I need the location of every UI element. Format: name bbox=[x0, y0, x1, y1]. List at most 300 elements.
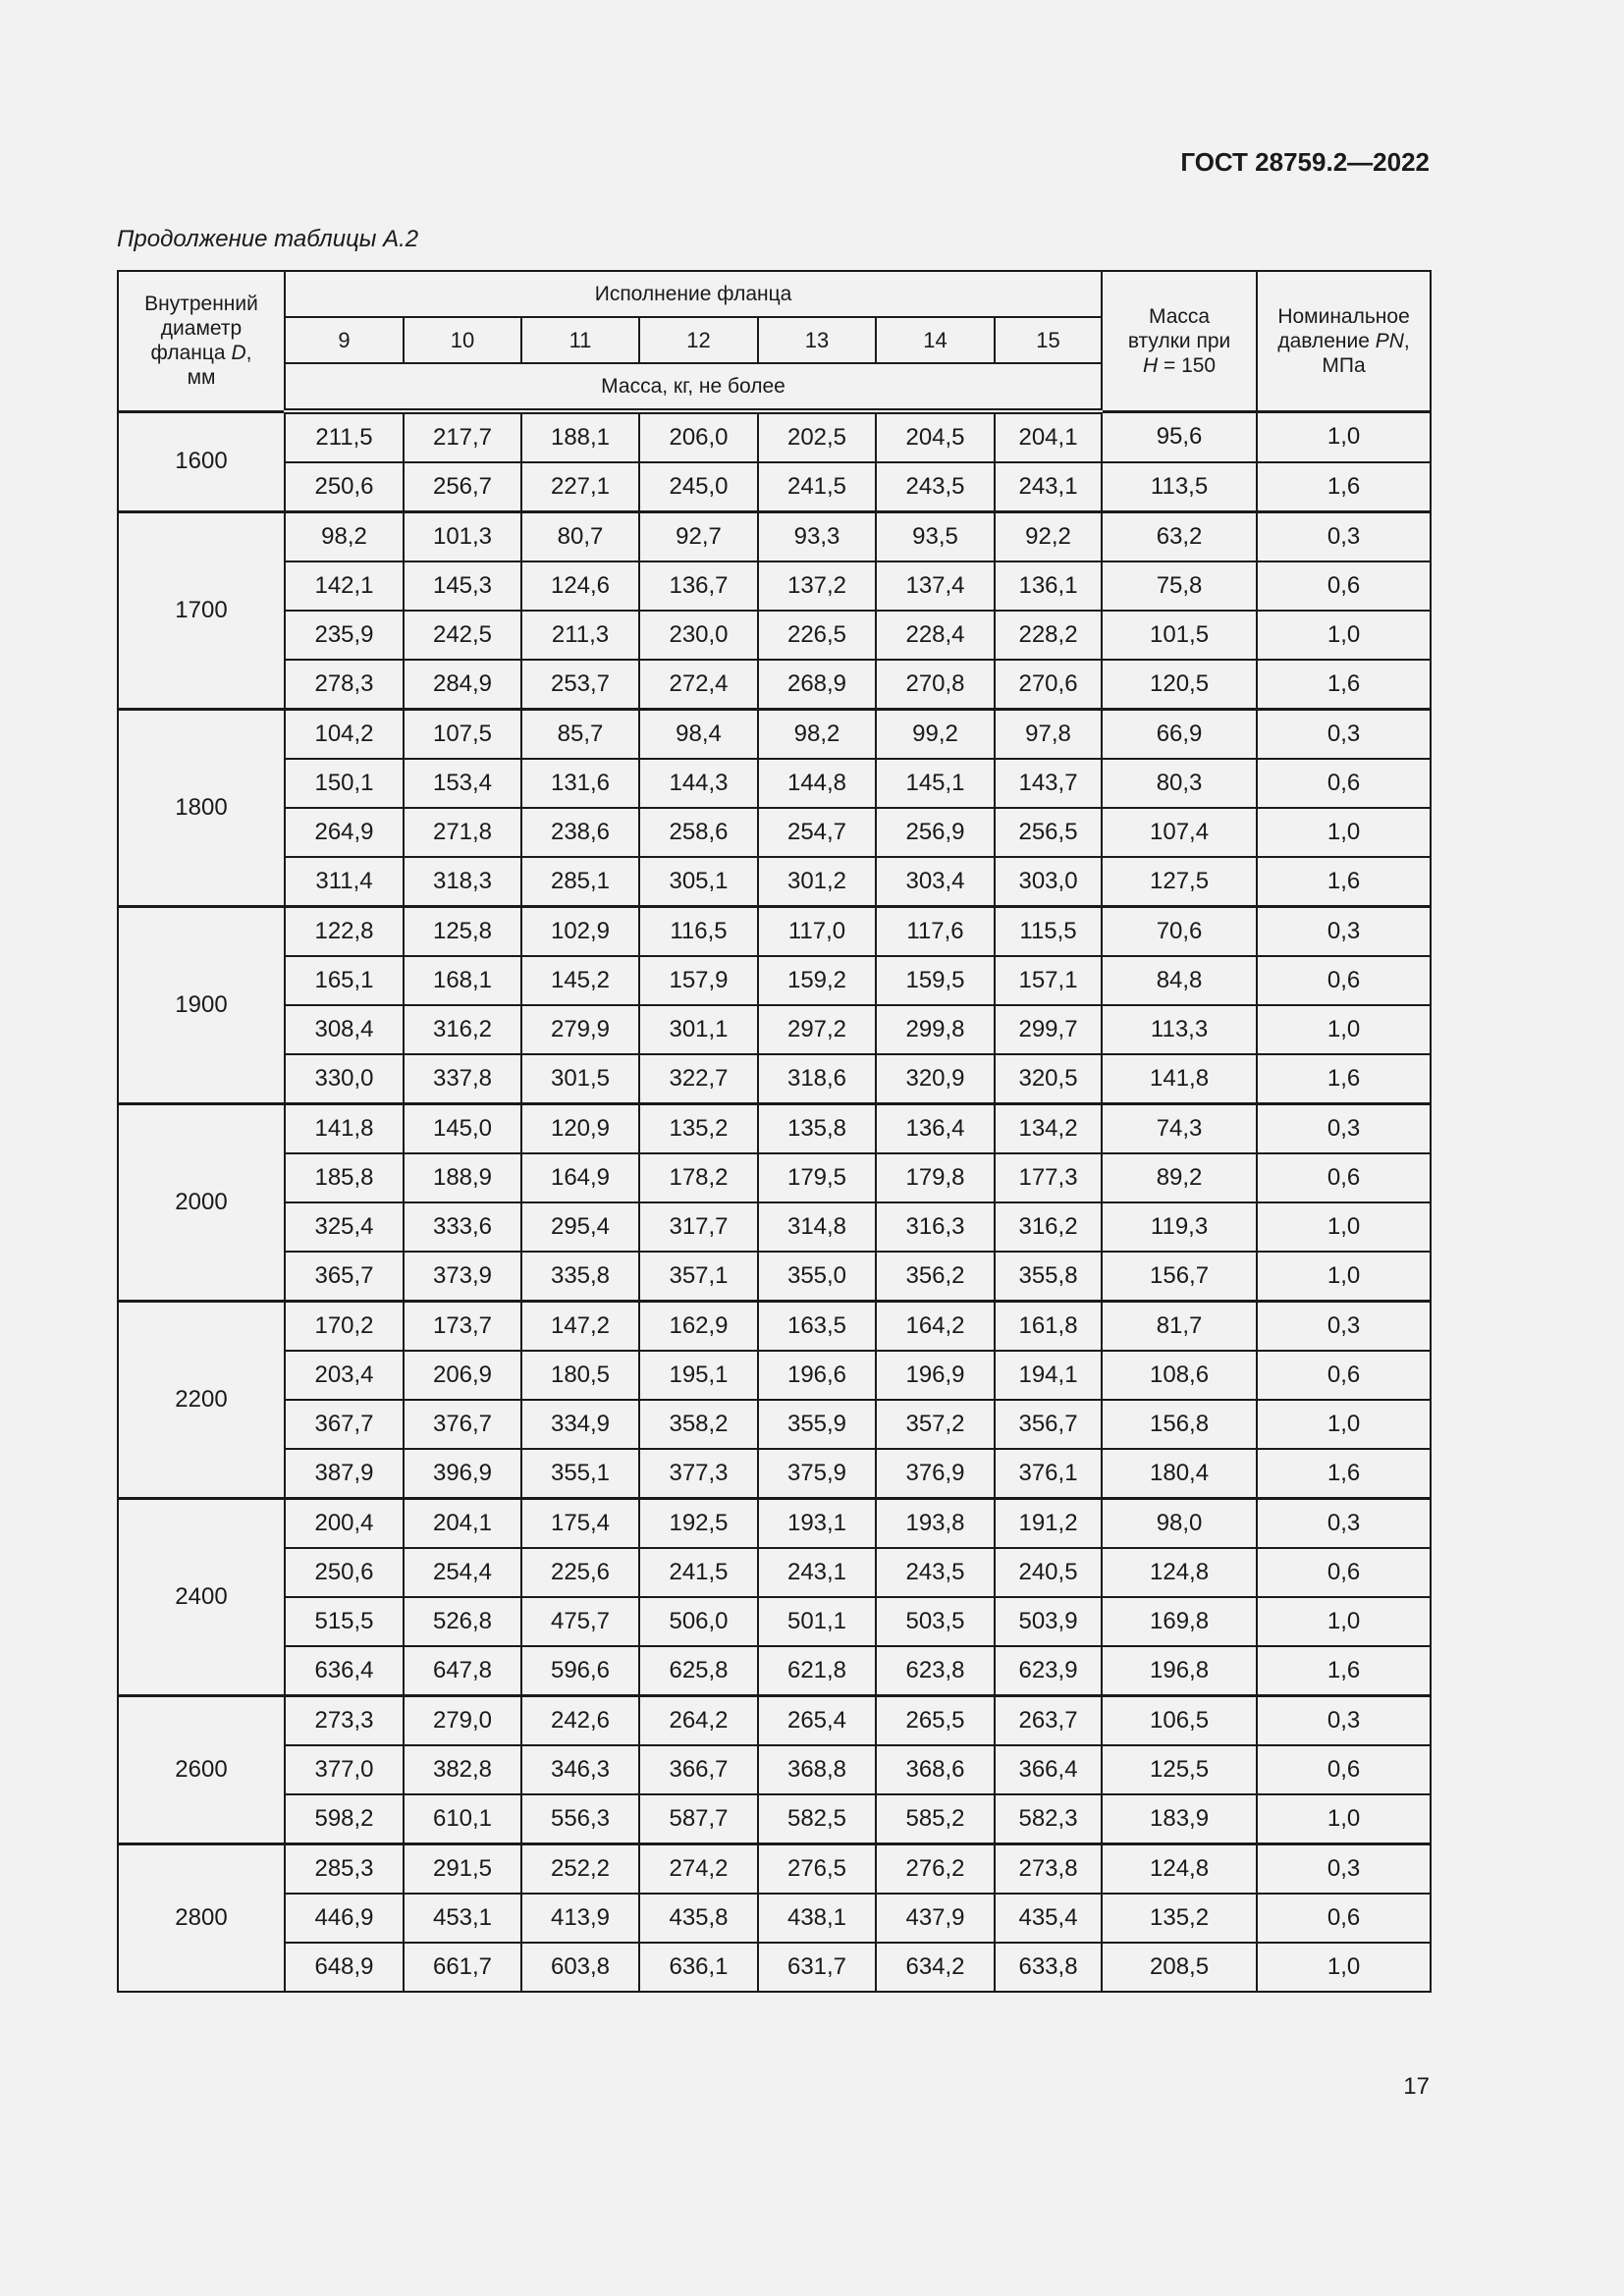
mass-cell: 387,9 bbox=[285, 1449, 404, 1499]
table-row bbox=[118, 808, 1431, 857]
table-row bbox=[118, 1646, 1431, 1696]
mass-cell: 279,0 bbox=[404, 1696, 521, 1746]
mass-cell: 228,4 bbox=[876, 611, 995, 660]
mass-cell: 317,7 bbox=[639, 1202, 758, 1252]
pressure-cell: 1,0 bbox=[1257, 611, 1431, 660]
mass-cell: 204,1 bbox=[995, 411, 1102, 462]
mass-cell: 245,0 bbox=[639, 462, 758, 512]
mass-cell: 256,5 bbox=[995, 808, 1102, 857]
flange-mass-table bbox=[117, 270, 1432, 1993]
hub-mass-cell: 63,2 bbox=[1102, 512, 1257, 562]
hub-mass-cell: 119,3 bbox=[1102, 1202, 1257, 1252]
hub-mass-cell: 84,8 bbox=[1102, 956, 1257, 1005]
mass-cell: 193,1 bbox=[758, 1499, 876, 1549]
header-version-12: 12 bbox=[639, 317, 758, 363]
mass-cell: 633,8 bbox=[995, 1943, 1102, 1992]
mass-cell: 157,1 bbox=[995, 956, 1102, 1005]
document-code: ГОСТ 28759.2—2022 bbox=[1180, 147, 1430, 177]
page-number: 17 bbox=[1403, 2073, 1430, 2100]
hub-mass-cell: 98,0 bbox=[1102, 1499, 1257, 1549]
mass-cell: 217,7 bbox=[404, 411, 521, 462]
pressure-cell: 0,3 bbox=[1257, 710, 1431, 760]
mass-cell: 243,5 bbox=[876, 462, 995, 512]
table-row bbox=[118, 759, 1431, 808]
pressure-cell: 0,3 bbox=[1257, 1844, 1431, 1895]
mass-cell: 252,2 bbox=[521, 1844, 639, 1895]
mass-cell: 98,4 bbox=[639, 710, 758, 760]
mass-cell: 276,5 bbox=[758, 1844, 876, 1895]
mass-cell: 200,4 bbox=[285, 1499, 404, 1549]
pressure-cell: 0,6 bbox=[1257, 759, 1431, 808]
mass-cell: 295,4 bbox=[521, 1202, 639, 1252]
header-flange-version: Исполнение фланца bbox=[285, 271, 1102, 317]
mass-cell: 625,8 bbox=[639, 1646, 758, 1696]
diameter-cell: 2600 bbox=[118, 1696, 285, 1844]
mass-cell: 303,0 bbox=[995, 857, 1102, 907]
header-version-10: 10 bbox=[404, 317, 521, 363]
mass-cell: 157,9 bbox=[639, 956, 758, 1005]
mass-cell: 179,8 bbox=[876, 1153, 995, 1202]
table-row bbox=[118, 857, 1431, 907]
table-row bbox=[118, 1104, 1431, 1154]
hub-mass-cell: 113,5 bbox=[1102, 462, 1257, 512]
mass-cell: 276,2 bbox=[876, 1844, 995, 1895]
mass-cell: 623,8 bbox=[876, 1646, 995, 1696]
mass-cell: 367,7 bbox=[285, 1400, 404, 1449]
mass-cell: 137,2 bbox=[758, 561, 876, 611]
mass-cell: 145,3 bbox=[404, 561, 521, 611]
mass-cell: 475,7 bbox=[521, 1597, 639, 1646]
mass-cell: 173,7 bbox=[404, 1302, 521, 1352]
mass-cell: 587,7 bbox=[639, 1794, 758, 1844]
hub-mass-cell: 113,3 bbox=[1102, 1005, 1257, 1054]
mass-cell: 228,2 bbox=[995, 611, 1102, 660]
mass-cell: 206,0 bbox=[639, 411, 758, 462]
mass-cell: 585,2 bbox=[876, 1794, 995, 1844]
mass-cell: 271,8 bbox=[404, 808, 521, 857]
mass-cell: 636,1 bbox=[639, 1943, 758, 1992]
mass-cell: 153,4 bbox=[404, 759, 521, 808]
mass-cell: 368,6 bbox=[876, 1745, 995, 1794]
hub-mass-cell: 141,8 bbox=[1102, 1054, 1257, 1104]
mass-cell: 334,9 bbox=[521, 1400, 639, 1449]
header-inner-diameter: Внутренний диаметр фланца D, мм bbox=[118, 271, 285, 411]
hub-mass-cell: 70,6 bbox=[1102, 907, 1257, 957]
mass-cell: 270,6 bbox=[995, 660, 1102, 710]
mass-cell: 453,1 bbox=[404, 1894, 521, 1943]
pressure-cell: 1,0 bbox=[1257, 1943, 1431, 1992]
mass-cell: 299,8 bbox=[876, 1005, 995, 1054]
mass-cell: 143,7 bbox=[995, 759, 1102, 808]
mass-cell: 273,8 bbox=[995, 1844, 1102, 1895]
mass-cell: 582,3 bbox=[995, 1794, 1102, 1844]
pressure-cell: 0,3 bbox=[1257, 1696, 1431, 1746]
pressure-cell: 0,3 bbox=[1257, 1499, 1431, 1549]
mass-cell: 357,2 bbox=[876, 1400, 995, 1449]
mass-cell: 273,3 bbox=[285, 1696, 404, 1746]
diameter-cell: 1700 bbox=[118, 512, 285, 710]
pressure-cell: 1,0 bbox=[1257, 411, 1431, 462]
mass-cell: 141,8 bbox=[285, 1104, 404, 1154]
mass-cell: 170,2 bbox=[285, 1302, 404, 1352]
mass-cell: 301,1 bbox=[639, 1005, 758, 1054]
pressure-cell: 0,3 bbox=[1257, 512, 1431, 562]
mass-cell: 318,6 bbox=[758, 1054, 876, 1104]
hub-mass-cell: 156,8 bbox=[1102, 1400, 1257, 1449]
mass-cell: 368,8 bbox=[758, 1745, 876, 1794]
mass-cell: 243,1 bbox=[995, 462, 1102, 512]
hub-mass-cell: 101,5 bbox=[1102, 611, 1257, 660]
header-version-13: 13 bbox=[758, 317, 876, 363]
mass-cell: 204,1 bbox=[404, 1499, 521, 1549]
table-row bbox=[118, 1548, 1431, 1597]
pressure-cell: 0,6 bbox=[1257, 1894, 1431, 1943]
mass-cell: 196,9 bbox=[876, 1351, 995, 1400]
mass-cell: 376,9 bbox=[876, 1449, 995, 1499]
mass-cell: 168,1 bbox=[404, 956, 521, 1005]
mass-cell: 243,1 bbox=[758, 1548, 876, 1597]
table-caption: Продолжение таблицы А.2 bbox=[117, 226, 419, 252]
mass-cell: 85,7 bbox=[521, 710, 639, 760]
table-row bbox=[118, 1894, 1431, 1943]
mass-cell: 188,9 bbox=[404, 1153, 521, 1202]
mass-cell: 634,2 bbox=[876, 1943, 995, 1992]
mass-cell: 178,2 bbox=[639, 1153, 758, 1202]
mass-cell: 116,5 bbox=[639, 907, 758, 957]
hub-mass-cell: 75,8 bbox=[1102, 561, 1257, 611]
pressure-cell: 1,0 bbox=[1257, 1005, 1431, 1054]
hub-mass-cell: 81,7 bbox=[1102, 1302, 1257, 1352]
header-version-9: 9 bbox=[285, 317, 404, 363]
pressure-cell: 0,6 bbox=[1257, 1745, 1431, 1794]
mass-cell: 396,9 bbox=[404, 1449, 521, 1499]
mass-cell: 515,5 bbox=[285, 1597, 404, 1646]
mass-cell: 438,1 bbox=[758, 1894, 876, 1943]
mass-cell: 117,6 bbox=[876, 907, 995, 957]
mass-cell: 375,9 bbox=[758, 1449, 876, 1499]
table-row bbox=[118, 512, 1431, 562]
hub-mass-cell: 107,4 bbox=[1102, 808, 1257, 857]
mass-cell: 204,5 bbox=[876, 411, 995, 462]
mass-cell: 446,9 bbox=[285, 1894, 404, 1943]
table-row bbox=[118, 1943, 1431, 1992]
mass-cell: 256,9 bbox=[876, 808, 995, 857]
mass-cell: 250,6 bbox=[285, 1548, 404, 1597]
mass-cell: 366,7 bbox=[639, 1745, 758, 1794]
mass-cell: 250,6 bbox=[285, 462, 404, 512]
pressure-cell: 1,0 bbox=[1257, 1400, 1431, 1449]
table-row bbox=[118, 1844, 1431, 1895]
header-nominal-pressure: Номинальное давление PN, МПа bbox=[1257, 271, 1431, 411]
mass-cell: 279,9 bbox=[521, 1005, 639, 1054]
mass-cell: 301,2 bbox=[758, 857, 876, 907]
hub-mass-cell: 196,8 bbox=[1102, 1646, 1257, 1696]
mass-cell: 243,5 bbox=[876, 1548, 995, 1597]
hub-mass-cell: 106,5 bbox=[1102, 1696, 1257, 1746]
mass-cell: 356,2 bbox=[876, 1252, 995, 1302]
mass-cell: 355,9 bbox=[758, 1400, 876, 1449]
hub-mass-cell: 89,2 bbox=[1102, 1153, 1257, 1202]
mass-cell: 101,3 bbox=[404, 512, 521, 562]
diameter-cell: 1900 bbox=[118, 907, 285, 1104]
mass-cell: 241,5 bbox=[758, 462, 876, 512]
table-row bbox=[118, 1597, 1431, 1646]
hub-mass-cell: 124,8 bbox=[1102, 1548, 1257, 1597]
mass-cell: 356,7 bbox=[995, 1400, 1102, 1449]
mass-cell: 134,2 bbox=[995, 1104, 1102, 1154]
mass-cell: 263,7 bbox=[995, 1696, 1102, 1746]
hub-mass-cell: 95,6 bbox=[1102, 411, 1257, 462]
diameter-cell: 1800 bbox=[118, 710, 285, 907]
mass-cell: 80,7 bbox=[521, 512, 639, 562]
mass-cell: 318,3 bbox=[404, 857, 521, 907]
table-row bbox=[118, 660, 1431, 710]
mass-cell: 150,1 bbox=[285, 759, 404, 808]
mass-cell: 377,0 bbox=[285, 1745, 404, 1794]
mass-cell: 242,6 bbox=[521, 1696, 639, 1746]
mass-cell: 203,4 bbox=[285, 1351, 404, 1400]
mass-cell: 603,8 bbox=[521, 1943, 639, 1992]
mass-cell: 316,2 bbox=[995, 1202, 1102, 1252]
mass-cell: 164,9 bbox=[521, 1153, 639, 1202]
mass-cell: 382,8 bbox=[404, 1745, 521, 1794]
mass-cell: 211,5 bbox=[285, 411, 404, 462]
table-row bbox=[118, 561, 1431, 611]
mass-cell: 145,1 bbox=[876, 759, 995, 808]
mass-cell: 104,2 bbox=[285, 710, 404, 760]
mass-cell: 297,2 bbox=[758, 1005, 876, 1054]
mass-cell: 526,8 bbox=[404, 1597, 521, 1646]
mass-cell: 135,8 bbox=[758, 1104, 876, 1154]
mass-cell: 107,5 bbox=[404, 710, 521, 760]
mass-cell: 270,8 bbox=[876, 660, 995, 710]
mass-cell: 355,8 bbox=[995, 1252, 1102, 1302]
mass-cell: 661,7 bbox=[404, 1943, 521, 1992]
pressure-cell: 1,0 bbox=[1257, 1202, 1431, 1252]
pressure-cell: 1,6 bbox=[1257, 462, 1431, 512]
pressure-cell: 1,6 bbox=[1257, 1054, 1431, 1104]
mass-cell: 195,1 bbox=[639, 1351, 758, 1400]
diameter-cell: 1600 bbox=[118, 411, 285, 512]
pressure-cell: 1,0 bbox=[1257, 1597, 1431, 1646]
mass-cell: 238,6 bbox=[521, 808, 639, 857]
mass-cell: 285,1 bbox=[521, 857, 639, 907]
mass-cell: 161,8 bbox=[995, 1302, 1102, 1352]
pressure-cell: 1,6 bbox=[1257, 1449, 1431, 1499]
hub-mass-cell: 169,8 bbox=[1102, 1597, 1257, 1646]
pressure-cell: 0,6 bbox=[1257, 1153, 1431, 1202]
table-row bbox=[118, 1351, 1431, 1400]
mass-cell: 316,2 bbox=[404, 1005, 521, 1054]
mass-cell: 311,4 bbox=[285, 857, 404, 907]
pressure-cell: 1,6 bbox=[1257, 857, 1431, 907]
mass-cell: 596,6 bbox=[521, 1646, 639, 1696]
mass-cell: 147,2 bbox=[521, 1302, 639, 1352]
header-hub-mass: Масса втулки при H = 150 bbox=[1102, 271, 1257, 411]
mass-cell: 299,7 bbox=[995, 1005, 1102, 1054]
mass-cell: 194,1 bbox=[995, 1351, 1102, 1400]
hub-mass-cell: 125,5 bbox=[1102, 1745, 1257, 1794]
mass-cell: 145,2 bbox=[521, 956, 639, 1005]
table-row bbox=[118, 1400, 1431, 1449]
mass-cell: 556,3 bbox=[521, 1794, 639, 1844]
mass-cell: 320,5 bbox=[995, 1054, 1102, 1104]
mass-cell: 230,0 bbox=[639, 611, 758, 660]
mass-cell: 120,9 bbox=[521, 1104, 639, 1154]
hub-mass-cell: 135,2 bbox=[1102, 1894, 1257, 1943]
header-version-15: 15 bbox=[995, 317, 1102, 363]
hub-mass-cell: 183,9 bbox=[1102, 1794, 1257, 1844]
mass-cell: 284,9 bbox=[404, 660, 521, 710]
mass-cell: 272,4 bbox=[639, 660, 758, 710]
table-row bbox=[118, 1005, 1431, 1054]
mass-cell: 582,5 bbox=[758, 1794, 876, 1844]
header-version-11: 11 bbox=[521, 317, 639, 363]
hub-mass-cell: 80,3 bbox=[1102, 759, 1257, 808]
mass-cell: 159,5 bbox=[876, 956, 995, 1005]
mass-cell: 98,2 bbox=[758, 710, 876, 760]
mass-cell: 164,2 bbox=[876, 1302, 995, 1352]
mass-cell: 278,3 bbox=[285, 660, 404, 710]
mass-cell: 366,4 bbox=[995, 1745, 1102, 1794]
mass-cell: 253,7 bbox=[521, 660, 639, 710]
table-row bbox=[118, 411, 1431, 462]
mass-cell: 413,9 bbox=[521, 1894, 639, 1943]
mass-cell: 335,8 bbox=[521, 1252, 639, 1302]
mass-cell: 265,5 bbox=[876, 1696, 995, 1746]
mass-cell: 163,5 bbox=[758, 1302, 876, 1352]
pressure-cell: 0,3 bbox=[1257, 1302, 1431, 1352]
header-version-14: 14 bbox=[876, 317, 995, 363]
mass-cell: 264,9 bbox=[285, 808, 404, 857]
mass-cell: 142,1 bbox=[285, 561, 404, 611]
mass-cell: 254,7 bbox=[758, 808, 876, 857]
mass-cell: 188,1 bbox=[521, 411, 639, 462]
mass-cell: 185,8 bbox=[285, 1153, 404, 1202]
mass-cell: 206,9 bbox=[404, 1351, 521, 1400]
mass-cell: 333,6 bbox=[404, 1202, 521, 1252]
hub-mass-cell: 108,6 bbox=[1102, 1351, 1257, 1400]
mass-cell: 303,4 bbox=[876, 857, 995, 907]
mass-cell: 314,8 bbox=[758, 1202, 876, 1252]
hub-mass-cell: 120,5 bbox=[1102, 660, 1257, 710]
mass-cell: 621,8 bbox=[758, 1646, 876, 1696]
mass-cell: 610,1 bbox=[404, 1794, 521, 1844]
table-row bbox=[118, 1745, 1431, 1794]
mass-cell: 365,7 bbox=[285, 1252, 404, 1302]
mass-cell: 137,4 bbox=[876, 561, 995, 611]
mass-cell: 256,7 bbox=[404, 462, 521, 512]
mass-cell: 92,7 bbox=[639, 512, 758, 562]
mass-cell: 225,6 bbox=[521, 1548, 639, 1597]
mass-cell: 175,4 bbox=[521, 1499, 639, 1549]
mass-cell: 258,6 bbox=[639, 808, 758, 857]
mass-cell: 179,5 bbox=[758, 1153, 876, 1202]
mass-cell: 180,5 bbox=[521, 1351, 639, 1400]
mass-cell: 305,1 bbox=[639, 857, 758, 907]
mass-cell: 376,7 bbox=[404, 1400, 521, 1449]
mass-cell: 357,1 bbox=[639, 1252, 758, 1302]
mass-cell: 131,6 bbox=[521, 759, 639, 808]
mass-cell: 165,1 bbox=[285, 956, 404, 1005]
mass-cell: 631,7 bbox=[758, 1943, 876, 1992]
mass-cell: 136,1 bbox=[995, 561, 1102, 611]
hub-mass-cell: 156,7 bbox=[1102, 1252, 1257, 1302]
pressure-cell: 0,6 bbox=[1257, 956, 1431, 1005]
mass-cell: 93,3 bbox=[758, 512, 876, 562]
mass-cell: 115,5 bbox=[995, 907, 1102, 957]
hub-mass-cell: 180,4 bbox=[1102, 1449, 1257, 1499]
table-row bbox=[118, 1054, 1431, 1104]
table-row bbox=[118, 1202, 1431, 1252]
diameter-cell: 2000 bbox=[118, 1104, 285, 1302]
mass-cell: 202,5 bbox=[758, 411, 876, 462]
mass-cell: 159,2 bbox=[758, 956, 876, 1005]
mass-cell: 301,5 bbox=[521, 1054, 639, 1104]
mass-cell: 437,9 bbox=[876, 1894, 995, 1943]
hub-mass-cell: 124,8 bbox=[1102, 1844, 1257, 1895]
mass-cell: 265,4 bbox=[758, 1696, 876, 1746]
mass-cell: 376,1 bbox=[995, 1449, 1102, 1499]
hub-mass-cell: 127,5 bbox=[1102, 857, 1257, 907]
mass-cell: 122,8 bbox=[285, 907, 404, 957]
table-row bbox=[118, 611, 1431, 660]
mass-cell: 93,5 bbox=[876, 512, 995, 562]
mass-cell: 98,2 bbox=[285, 512, 404, 562]
mass-cell: 636,4 bbox=[285, 1646, 404, 1696]
pressure-cell: 1,0 bbox=[1257, 1252, 1431, 1302]
mass-cell: 102,9 bbox=[521, 907, 639, 957]
mass-cell: 598,2 bbox=[285, 1794, 404, 1844]
mass-cell: 503,9 bbox=[995, 1597, 1102, 1646]
diameter-cell: 2200 bbox=[118, 1302, 285, 1499]
mass-cell: 191,2 bbox=[995, 1499, 1102, 1549]
mass-cell: 648,9 bbox=[285, 1943, 404, 1992]
pressure-cell: 0,6 bbox=[1257, 1548, 1431, 1597]
diameter-cell: 2800 bbox=[118, 1844, 285, 1993]
mass-cell: 92,2 bbox=[995, 512, 1102, 562]
mass-cell: 308,4 bbox=[285, 1005, 404, 1054]
pressure-cell: 1,6 bbox=[1257, 1646, 1431, 1696]
mass-cell: 373,9 bbox=[404, 1252, 521, 1302]
mass-cell: 285,3 bbox=[285, 1844, 404, 1895]
mass-cell: 192,5 bbox=[639, 1499, 758, 1549]
table-row bbox=[118, 1252, 1431, 1302]
mass-cell: 254,4 bbox=[404, 1548, 521, 1597]
mass-cell: 97,8 bbox=[995, 710, 1102, 760]
mass-cell: 506,0 bbox=[639, 1597, 758, 1646]
mass-cell: 241,5 bbox=[639, 1548, 758, 1597]
mass-cell: 501,1 bbox=[758, 1597, 876, 1646]
mass-cell: 647,8 bbox=[404, 1646, 521, 1696]
mass-cell: 145,0 bbox=[404, 1104, 521, 1154]
mass-cell: 136,4 bbox=[876, 1104, 995, 1154]
mass-cell: 623,9 bbox=[995, 1646, 1102, 1696]
mass-cell: 211,3 bbox=[521, 611, 639, 660]
mass-cell: 503,5 bbox=[876, 1597, 995, 1646]
table-row bbox=[118, 907, 1431, 957]
table-row bbox=[118, 956, 1431, 1005]
mass-cell: 136,7 bbox=[639, 561, 758, 611]
mass-cell: 291,5 bbox=[404, 1844, 521, 1895]
table-row bbox=[118, 1499, 1431, 1549]
mass-cell: 196,6 bbox=[758, 1351, 876, 1400]
table-row bbox=[118, 1153, 1431, 1202]
mass-cell: 358,2 bbox=[639, 1400, 758, 1449]
mass-cell: 240,5 bbox=[995, 1548, 1102, 1597]
hub-mass-cell: 74,3 bbox=[1102, 1104, 1257, 1154]
mass-cell: 226,5 bbox=[758, 611, 876, 660]
